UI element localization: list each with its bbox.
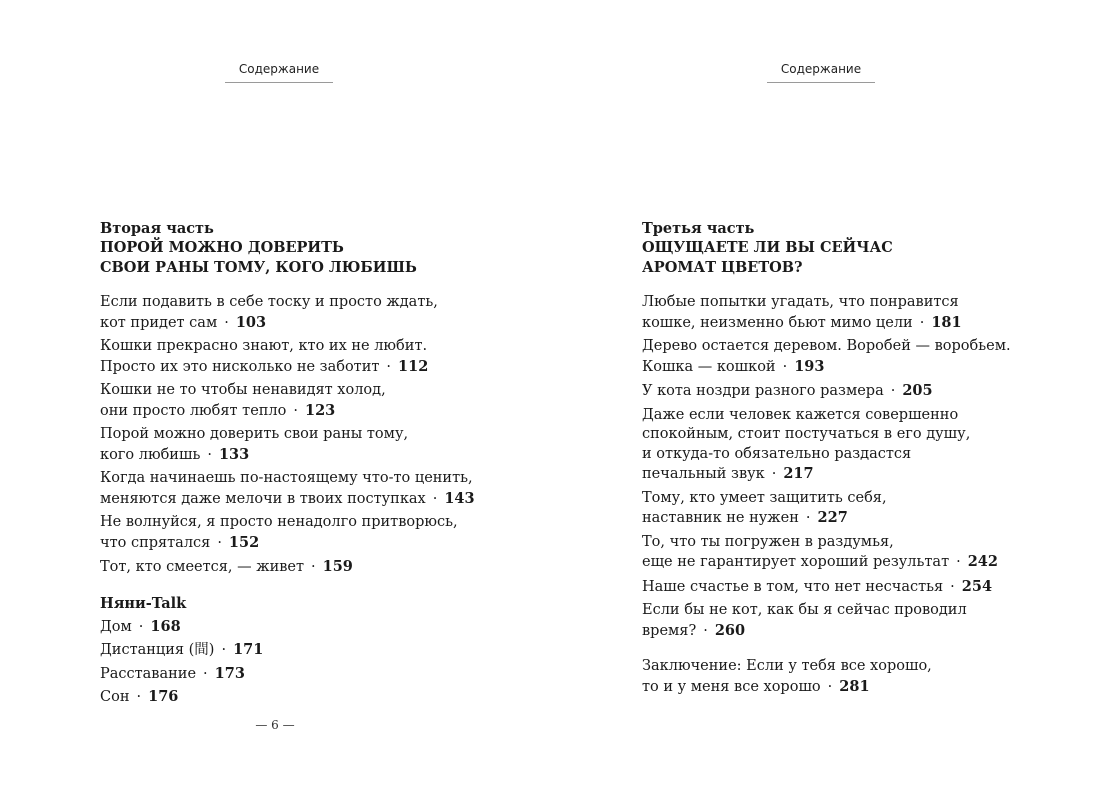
toc-entry[interactable]: Порой можно доверить свои раны тому, кого любишь · 133 [100,426,409,463]
part-title: ПОРОЙ МОЖНО ДОВЕРИТЬ СВОИ РАНЫ ТОМУ, КОГО ЛЮБИШЬ [100,239,417,276]
toc-entry[interactable]: То, что ты погружен в раздумья, еще не гарантирует хороший результат · 242 [642,533,998,570]
toc-entry[interactable]: Даже если человек кажется совершенно спокойным, стоит постучаться в его душу, и откуда-то обязательно раздастся печальный звук · 217 [642,406,971,482]
toc-entry[interactable]: Дистанция (間) · 171 [100,641,264,658]
running-head: Содержание [767,62,875,83]
section-entries [100,617,475,708]
toc-entries [100,293,475,578]
running-head: Содержание [225,62,333,83]
part-label: Вторая часть [100,220,214,237]
toc-entry[interactable]: У кота ноздри разного размера · 205 [642,382,933,399]
toc-entry[interactable]: Наше счастье в том, что нет несчастья · 254 [642,577,993,595]
toc-entry[interactable]: Тому, кто умеет защитить себя, наставник не нужен · 227 [642,489,887,526]
right-page [550,0,1100,797]
toc-entry[interactable]: Любые попытки угадать, что понравится кошке, неизменно бьют мимо цели · 181 [642,294,962,331]
toc-entry[interactable]: Если бы не кот, как бы я сейчас проводил время? · 260 [642,602,967,639]
toc-entry[interactable]: Когда начинаешь по-настоящему что-то ценить, меняются даже мелочи в твоих поступках · 143 [100,470,475,507]
toc-entry[interactable]: Кошки прекрасно знают, кто их не любит. Просто их это нисколько не заботит · 112 [100,338,429,375]
toc-entry[interactable]: Сон · 176 [100,688,179,705]
section-head: Няни-Talk [100,594,187,612]
toc-part-two [100,219,475,711]
toc-entry[interactable]: Не волнуйся, я просто ненадолго притворюсь, что спрятался · 152 [100,514,458,551]
part-label: Третья часть [642,220,755,237]
toc-entry[interactable]: Кошки не то чтобы ненавидят холод, они просто любят тепло · 123 [100,382,386,419]
page-number: — 6 — [255,718,295,732]
toc-entry[interactable]: Если подавить в себе тоску и просто ждать, кот придет сам · 103 [100,294,438,331]
toc-entry[interactable]: Дерево остается деревом. Воробей — воробьем. Кошка — кошкой · 193 [642,338,1011,375]
toc-part-three [642,219,1011,701]
toc-entry[interactable]: Дом · 168 [100,617,181,635]
part-title: ОЩУЩАЕТЕ ЛИ ВЫ СЕЙЧАС АРОМАТ ЦВЕТОВ? [642,239,893,276]
toc-entry[interactable]: Расставание · 173 [100,664,245,682]
toc-entries [642,293,1011,697]
toc-entry-conclusion[interactable]: Заключение: Если у тебя все хорошо, то и у меня все хорошо · 281 [642,658,932,695]
toc-entry[interactable]: Тот, кто смеется, — живет · 159 [100,558,353,575]
